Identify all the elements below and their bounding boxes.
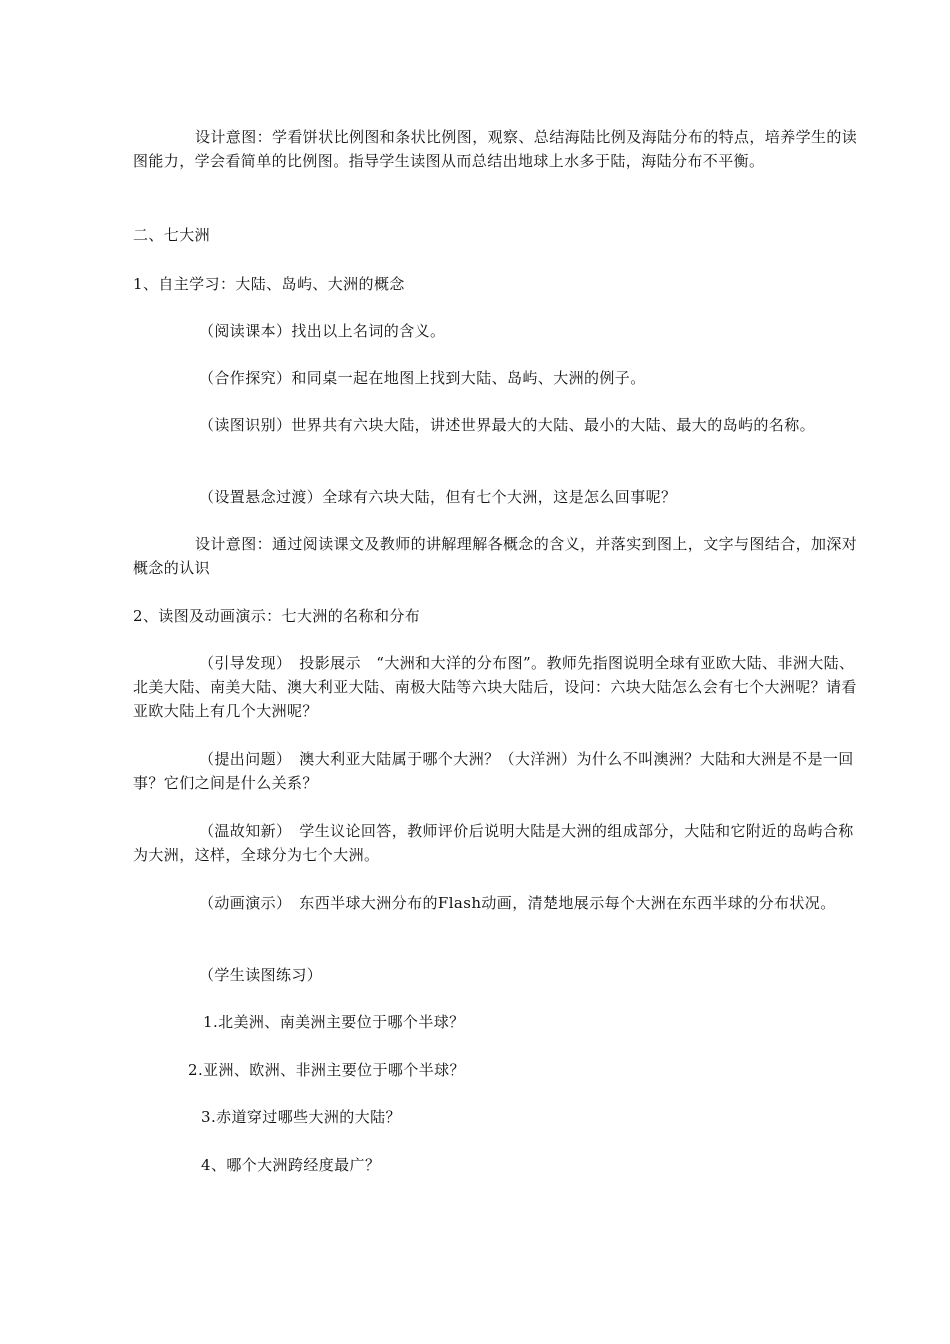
item-1-read: （阅读课本）找出以上名词的含义。 <box>199 322 446 340</box>
practice-question-2: 2.亚洲、欧洲、非洲主要位于哪个半球？ <box>188 1061 465 1079</box>
item-2-animation: （动画演示） 东西半球大洲分布的Flash动画，清楚地展示每个大洲在东西半球的分布状况。 <box>199 894 836 912</box>
item-1-title: 1、自主学习：大陆、岛屿、大洲的概念 <box>133 275 405 293</box>
item-2-title: 2、读图及动画演示：七大洲的名称和分布 <box>133 607 421 625</box>
item-2-review: （温故知新） 学生议论回答，教师评价后说明大陆是大洲的组成部分，大陆和它附近的岛屿合称为大洲，这样，全球分为七个大洲。 <box>133 822 854 864</box>
item-2-question: （提出问题） 澳大利亚大陆属于哪个大洲？（大洋洲）为什么不叫澳洲？大陆和大洲是不是一回事？它们之间是什么关系？ <box>133 750 854 792</box>
design-note-1: 设计意图：学看饼状比例图和条状比例图，观察、总结海陆比例及海陆分布的特点，培养学生的读图能力，学会看简单的比例图。指导学生读图从而总结出地球上水多于陆，海陆分布不平衡。 <box>133 128 858 170</box>
practice-question-3: 3.赤道穿过哪些大洲的大陆？ <box>201 1108 401 1126</box>
item-2-guide: （引导发现） 投影展示 “大洲和大洋的分布图”。教师先指图说明全球有亚欧大陆、非洲大陆、北美大陆、南美大陆、澳大利亚大陆、南极大陆等六块大陆后，设问：六块大陆怎么会有七个大洲呢？请看亚欧大陆上有几个大洲呢？ <box>133 654 857 720</box>
item-1-identify: （读图识别）世界共有六块大陆，讲述世界最大的大陆、最小的大陆、最大的岛屿的名称。 <box>199 416 816 434</box>
practice-question-1: 1.北美洲、南美洲主要位于哪个半球？ <box>203 1013 465 1031</box>
practice-title: （学生读图练习） <box>199 966 323 984</box>
section-2-title: 二、七大洲 <box>133 226 211 244</box>
design-note-2: 设计意图：通过阅读课文及教师的讲解理解各概念的含义，并落实到图上，文字与图结合，加深对概念的认识 <box>133 535 858 577</box>
item-1-suspense: （设置悬念过渡）全球有六块大陆，但有七个大洲，这是怎么回事呢？ <box>199 488 677 506</box>
item-1-coop: （合作探究）和同桌一起在地图上找到大陆、岛屿、大洲的例子。 <box>199 369 646 387</box>
practice-question-4: 4、哪个大洲跨经度最广？ <box>201 1156 381 1174</box>
